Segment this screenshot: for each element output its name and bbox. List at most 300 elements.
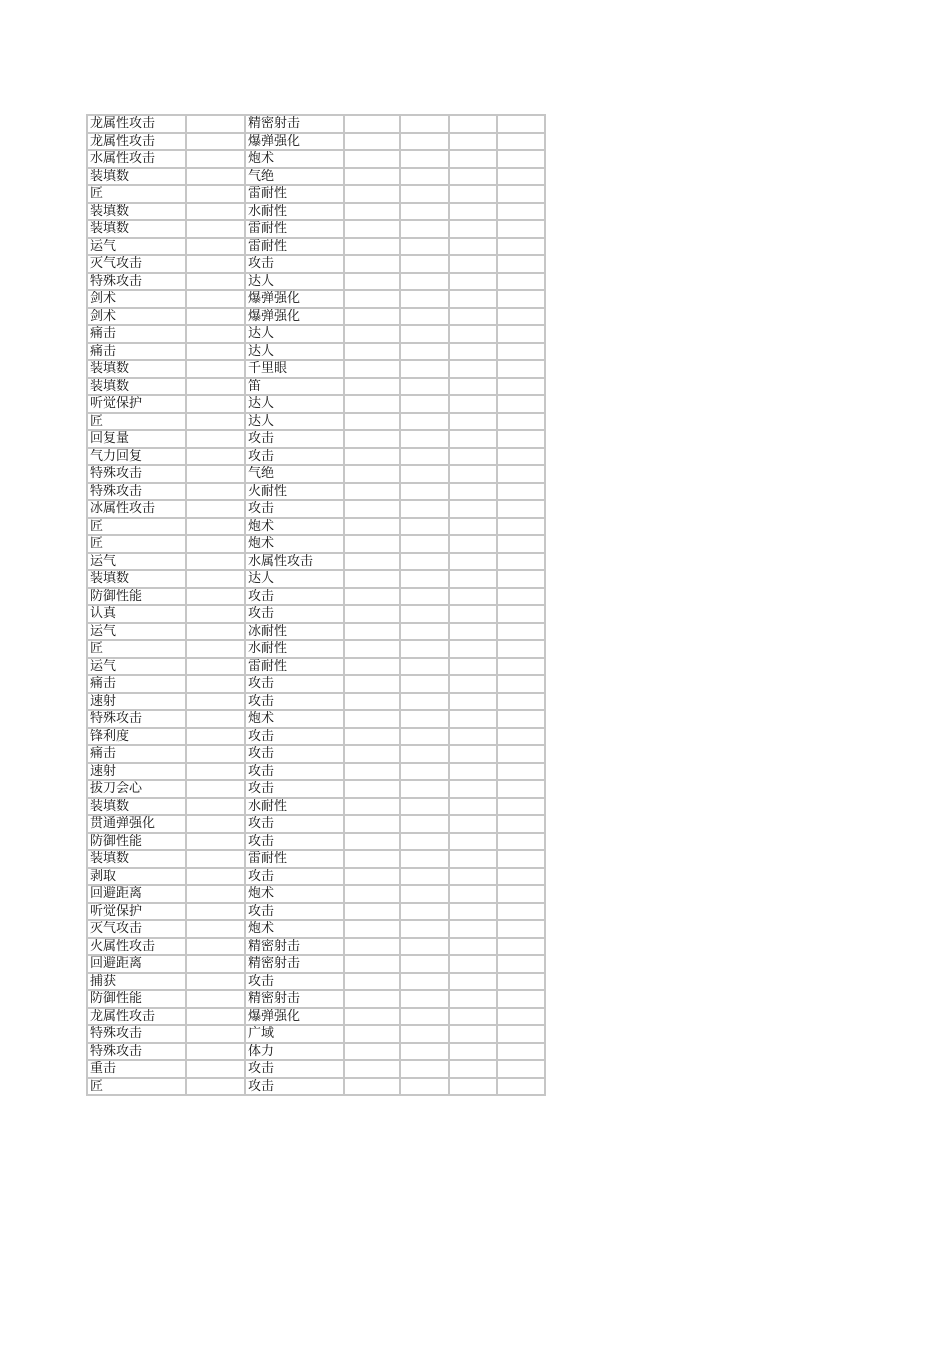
- empty-cell[interactable]: [400, 465, 449, 483]
- empty-cell[interactable]: [497, 1043, 545, 1061]
- cell-skill-b[interactable]: 笛: [245, 378, 344, 396]
- empty-cell[interactable]: [344, 483, 400, 501]
- empty-cell[interactable]: [497, 360, 545, 378]
- cell-skill-a[interactable]: 气力回复: [87, 448, 186, 466]
- empty-cell[interactable]: [186, 1043, 245, 1061]
- empty-cell[interactable]: [344, 640, 400, 658]
- empty-cell[interactable]: [400, 553, 449, 571]
- empty-cell[interactable]: [497, 535, 545, 553]
- empty-cell[interactable]: [344, 325, 400, 343]
- empty-cell[interactable]: [449, 413, 497, 431]
- empty-cell[interactable]: [497, 465, 545, 483]
- cell-skill-b[interactable]: 雷耐性: [245, 850, 344, 868]
- empty-cell[interactable]: [186, 273, 245, 291]
- empty-cell[interactable]: [186, 150, 245, 168]
- empty-cell[interactable]: [186, 1025, 245, 1043]
- empty-cell[interactable]: [400, 955, 449, 973]
- empty-cell[interactable]: [497, 955, 545, 973]
- cell-skill-b[interactable]: 达人: [245, 413, 344, 431]
- empty-cell[interactable]: [186, 465, 245, 483]
- empty-cell[interactable]: [186, 763, 245, 781]
- empty-cell[interactable]: [344, 133, 400, 151]
- empty-cell[interactable]: [186, 798, 245, 816]
- empty-cell[interactable]: [497, 920, 545, 938]
- empty-cell[interactable]: [449, 570, 497, 588]
- empty-cell[interactable]: [344, 973, 400, 991]
- empty-cell[interactable]: [497, 868, 545, 886]
- empty-cell[interactable]: [400, 763, 449, 781]
- empty-cell[interactable]: [497, 938, 545, 956]
- empty-cell[interactable]: [186, 815, 245, 833]
- empty-cell[interactable]: [186, 535, 245, 553]
- empty-cell[interactable]: [400, 203, 449, 221]
- empty-cell[interactable]: [344, 728, 400, 746]
- cell-skill-a[interactable]: 运气: [87, 658, 186, 676]
- empty-cell[interactable]: [400, 1043, 449, 1061]
- empty-cell[interactable]: [449, 168, 497, 186]
- empty-cell[interactable]: [400, 798, 449, 816]
- empty-cell[interactable]: [449, 308, 497, 326]
- empty-cell[interactable]: [497, 220, 545, 238]
- cell-skill-b[interactable]: 攻击: [245, 1060, 344, 1078]
- empty-cell[interactable]: [400, 850, 449, 868]
- empty-cell[interactable]: [400, 500, 449, 518]
- cell-skill-a[interactable]: 贯通弹强化: [87, 815, 186, 833]
- empty-cell[interactable]: [400, 360, 449, 378]
- empty-cell[interactable]: [497, 133, 545, 151]
- cell-skill-a[interactable]: 锋利度: [87, 728, 186, 746]
- cell-skill-b[interactable]: 攻击: [245, 675, 344, 693]
- empty-cell[interactable]: [497, 973, 545, 991]
- empty-cell[interactable]: [400, 833, 449, 851]
- cell-skill-b[interactable]: 攻击: [245, 1078, 344, 1096]
- empty-cell[interactable]: [344, 535, 400, 553]
- empty-cell[interactable]: [497, 640, 545, 658]
- cell-skill-b[interactable]: 攻击: [245, 448, 344, 466]
- cell-skill-b[interactable]: 雷耐性: [245, 658, 344, 676]
- empty-cell[interactable]: [449, 658, 497, 676]
- empty-cell[interactable]: [449, 1043, 497, 1061]
- empty-cell[interactable]: [400, 290, 449, 308]
- cell-skill-b[interactable]: 达人: [245, 570, 344, 588]
- cell-skill-a[interactable]: 运气: [87, 238, 186, 256]
- empty-cell[interactable]: [344, 413, 400, 431]
- empty-cell[interactable]: [449, 255, 497, 273]
- empty-cell[interactable]: [186, 378, 245, 396]
- empty-cell[interactable]: [400, 168, 449, 186]
- cell-skill-b[interactable]: 火耐性: [245, 483, 344, 501]
- empty-cell[interactable]: [497, 203, 545, 221]
- cell-skill-b[interactable]: 精密射击: [245, 115, 344, 133]
- cell-skill-a[interactable]: 重击: [87, 1060, 186, 1078]
- empty-cell[interactable]: [344, 745, 400, 763]
- empty-cell[interactable]: [497, 763, 545, 781]
- cell-skill-b[interactable]: 气绝: [245, 465, 344, 483]
- cell-skill-b[interactable]: 冰耐性: [245, 623, 344, 641]
- cell-skill-a[interactable]: 龙属性攻击: [87, 115, 186, 133]
- empty-cell[interactable]: [344, 255, 400, 273]
- empty-cell[interactable]: [344, 168, 400, 186]
- empty-cell[interactable]: [449, 553, 497, 571]
- empty-cell[interactable]: [344, 623, 400, 641]
- empty-cell[interactable]: [400, 903, 449, 921]
- cell-skill-a[interactable]: 火属性攻击: [87, 938, 186, 956]
- cell-skill-b[interactable]: 爆弹强化: [245, 290, 344, 308]
- empty-cell[interactable]: [344, 518, 400, 536]
- empty-cell[interactable]: [344, 553, 400, 571]
- cell-skill-b[interactable]: 炮术: [245, 150, 344, 168]
- empty-cell[interactable]: [449, 623, 497, 641]
- empty-cell[interactable]: [497, 430, 545, 448]
- empty-cell[interactable]: [186, 185, 245, 203]
- empty-cell[interactable]: [344, 763, 400, 781]
- empty-cell[interactable]: [497, 1078, 545, 1096]
- empty-cell[interactable]: [400, 815, 449, 833]
- empty-cell[interactable]: [449, 290, 497, 308]
- empty-cell[interactable]: [497, 448, 545, 466]
- cell-skill-b[interactable]: 雷耐性: [245, 238, 344, 256]
- cell-skill-a[interactable]: 防御性能: [87, 588, 186, 606]
- empty-cell[interactable]: [497, 273, 545, 291]
- empty-cell[interactable]: [344, 360, 400, 378]
- cell-skill-a[interactable]: 灭气攻击: [87, 255, 186, 273]
- empty-cell[interactable]: [400, 518, 449, 536]
- cell-skill-a[interactable]: 速射: [87, 763, 186, 781]
- empty-cell[interactable]: [449, 325, 497, 343]
- empty-cell[interactable]: [449, 185, 497, 203]
- empty-cell[interactable]: [400, 413, 449, 431]
- empty-cell[interactable]: [449, 220, 497, 238]
- cell-skill-b[interactable]: 爆弹强化: [245, 1008, 344, 1026]
- empty-cell[interactable]: [449, 693, 497, 711]
- empty-cell[interactable]: [186, 168, 245, 186]
- empty-cell[interactable]: [449, 360, 497, 378]
- empty-cell[interactable]: [400, 115, 449, 133]
- cell-skill-a[interactable]: 剑术: [87, 308, 186, 326]
- empty-cell[interactable]: [186, 133, 245, 151]
- empty-cell[interactable]: [400, 868, 449, 886]
- empty-cell[interactable]: [449, 273, 497, 291]
- cell-skill-b[interactable]: 攻击: [245, 693, 344, 711]
- empty-cell[interactable]: [449, 1060, 497, 1078]
- empty-cell[interactable]: [344, 343, 400, 361]
- empty-cell[interactable]: [344, 710, 400, 728]
- empty-cell[interactable]: [449, 535, 497, 553]
- empty-cell[interactable]: [449, 955, 497, 973]
- empty-cell[interactable]: [344, 1008, 400, 1026]
- empty-cell[interactable]: [186, 885, 245, 903]
- empty-cell[interactable]: [344, 920, 400, 938]
- empty-cell[interactable]: [344, 290, 400, 308]
- empty-cell[interactable]: [186, 238, 245, 256]
- empty-cell[interactable]: [344, 570, 400, 588]
- cell-skill-b[interactable]: 精密射击: [245, 955, 344, 973]
- empty-cell[interactable]: [400, 588, 449, 606]
- empty-cell[interactable]: [186, 780, 245, 798]
- cell-skill-a[interactable]: 特殊攻击: [87, 1025, 186, 1043]
- empty-cell[interactable]: [449, 903, 497, 921]
- empty-cell[interactable]: [449, 815, 497, 833]
- empty-cell[interactable]: [400, 133, 449, 151]
- cell-skill-a[interactable]: 听觉保护: [87, 395, 186, 413]
- empty-cell[interactable]: [449, 990, 497, 1008]
- empty-cell[interactable]: [344, 798, 400, 816]
- empty-cell[interactable]: [400, 150, 449, 168]
- empty-cell[interactable]: [344, 465, 400, 483]
- empty-cell[interactable]: [449, 378, 497, 396]
- empty-cell[interactable]: [186, 903, 245, 921]
- cell-skill-a[interactable]: 运气: [87, 623, 186, 641]
- empty-cell[interactable]: [344, 238, 400, 256]
- empty-cell[interactable]: [497, 395, 545, 413]
- empty-cell[interactable]: [186, 658, 245, 676]
- empty-cell[interactable]: [449, 1078, 497, 1096]
- empty-cell[interactable]: [344, 675, 400, 693]
- empty-cell[interactable]: [497, 115, 545, 133]
- empty-cell[interactable]: [497, 780, 545, 798]
- empty-cell[interactable]: [497, 553, 545, 571]
- empty-cell[interactable]: [497, 518, 545, 536]
- empty-cell[interactable]: [449, 745, 497, 763]
- cell-skill-a[interactable]: 装填数: [87, 570, 186, 588]
- empty-cell[interactable]: [344, 115, 400, 133]
- cell-skill-b[interactable]: 炮术: [245, 535, 344, 553]
- empty-cell[interactable]: [186, 1008, 245, 1026]
- empty-cell[interactable]: [449, 465, 497, 483]
- empty-cell[interactable]: [186, 588, 245, 606]
- empty-cell[interactable]: [497, 1008, 545, 1026]
- empty-cell[interactable]: [186, 605, 245, 623]
- empty-cell[interactable]: [186, 728, 245, 746]
- empty-cell[interactable]: [400, 658, 449, 676]
- empty-cell[interactable]: [186, 745, 245, 763]
- cell-skill-a[interactable]: 捕获: [87, 973, 186, 991]
- empty-cell[interactable]: [400, 920, 449, 938]
- empty-cell[interactable]: [449, 1008, 497, 1026]
- empty-cell[interactable]: [186, 675, 245, 693]
- cell-skill-a[interactable]: 防御性能: [87, 990, 186, 1008]
- cell-skill-a[interactable]: 装填数: [87, 203, 186, 221]
- empty-cell[interactable]: [186, 220, 245, 238]
- cell-skill-b[interactable]: 攻击: [245, 745, 344, 763]
- empty-cell[interactable]: [344, 1043, 400, 1061]
- empty-cell[interactable]: [344, 1060, 400, 1078]
- cell-skill-a[interactable]: 匠: [87, 518, 186, 536]
- empty-cell[interactable]: [344, 780, 400, 798]
- cell-skill-a[interactable]: 灭气攻击: [87, 920, 186, 938]
- empty-cell[interactable]: [449, 885, 497, 903]
- empty-cell[interactable]: [186, 868, 245, 886]
- empty-cell[interactable]: [497, 885, 545, 903]
- empty-cell[interactable]: [344, 938, 400, 956]
- empty-cell[interactable]: [400, 675, 449, 693]
- empty-cell[interactable]: [400, 1008, 449, 1026]
- cell-skill-b[interactable]: 广域: [245, 1025, 344, 1043]
- cell-skill-b[interactable]: 水耐性: [245, 798, 344, 816]
- empty-cell[interactable]: [400, 395, 449, 413]
- cell-skill-b[interactable]: 攻击: [245, 903, 344, 921]
- cell-skill-b[interactable]: 雷耐性: [245, 185, 344, 203]
- cell-skill-a[interactable]: 速射: [87, 693, 186, 711]
- cell-skill-a[interactable]: 匠: [87, 185, 186, 203]
- empty-cell[interactable]: [449, 710, 497, 728]
- empty-cell[interactable]: [344, 903, 400, 921]
- empty-cell[interactable]: [400, 990, 449, 1008]
- empty-cell[interactable]: [186, 360, 245, 378]
- empty-cell[interactable]: [400, 780, 449, 798]
- empty-cell[interactable]: [449, 343, 497, 361]
- cell-skill-a[interactable]: 装填数: [87, 378, 186, 396]
- empty-cell[interactable]: [344, 815, 400, 833]
- empty-cell[interactable]: [497, 693, 545, 711]
- cell-skill-b[interactable]: 精密射击: [245, 938, 344, 956]
- cell-skill-a[interactable]: 匠: [87, 1078, 186, 1096]
- cell-skill-a[interactable]: 特殊攻击: [87, 465, 186, 483]
- empty-cell[interactable]: [449, 833, 497, 851]
- cell-skill-a[interactable]: 龙属性攻击: [87, 133, 186, 151]
- empty-cell[interactable]: [497, 308, 545, 326]
- cell-skill-a[interactable]: 认真: [87, 605, 186, 623]
- empty-cell[interactable]: [400, 623, 449, 641]
- empty-cell[interactable]: [186, 203, 245, 221]
- cell-skill-b[interactable]: 炮术: [245, 710, 344, 728]
- empty-cell[interactable]: [497, 745, 545, 763]
- empty-cell[interactable]: [186, 920, 245, 938]
- cell-skill-a[interactable]: 痛击: [87, 343, 186, 361]
- empty-cell[interactable]: [449, 605, 497, 623]
- cell-skill-b[interactable]: 攻击: [245, 588, 344, 606]
- empty-cell[interactable]: [344, 150, 400, 168]
- empty-cell[interactable]: [497, 623, 545, 641]
- empty-cell[interactable]: [449, 238, 497, 256]
- cell-skill-a[interactable]: 回复量: [87, 430, 186, 448]
- cell-skill-b[interactable]: 炮术: [245, 518, 344, 536]
- empty-cell[interactable]: [186, 1060, 245, 1078]
- empty-cell[interactable]: [344, 448, 400, 466]
- cell-skill-a[interactable]: 冰属性攻击: [87, 500, 186, 518]
- empty-cell[interactable]: [186, 255, 245, 273]
- empty-cell[interactable]: [497, 255, 545, 273]
- empty-cell[interactable]: [400, 1078, 449, 1096]
- cell-skill-b[interactable]: 攻击: [245, 833, 344, 851]
- cell-skill-a[interactable]: 装填数: [87, 798, 186, 816]
- cell-skill-b[interactable]: 攻击: [245, 815, 344, 833]
- cell-skill-b[interactable]: 气绝: [245, 168, 344, 186]
- empty-cell[interactable]: [400, 938, 449, 956]
- empty-cell[interactable]: [344, 185, 400, 203]
- empty-cell[interactable]: [400, 483, 449, 501]
- cell-skill-b[interactable]: 攻击: [245, 430, 344, 448]
- empty-cell[interactable]: [186, 850, 245, 868]
- empty-cell[interactable]: [344, 605, 400, 623]
- empty-cell[interactable]: [497, 290, 545, 308]
- empty-cell[interactable]: [186, 518, 245, 536]
- cell-skill-b[interactable]: 水耐性: [245, 640, 344, 658]
- empty-cell[interactable]: [497, 185, 545, 203]
- empty-cell[interactable]: [344, 990, 400, 1008]
- cell-skill-a[interactable]: 匠: [87, 535, 186, 553]
- empty-cell[interactable]: [400, 448, 449, 466]
- empty-cell[interactable]: [497, 168, 545, 186]
- empty-cell[interactable]: [400, 255, 449, 273]
- empty-cell[interactable]: [344, 850, 400, 868]
- cell-skill-a[interactable]: 龙属性攻击: [87, 1008, 186, 1026]
- empty-cell[interactable]: [449, 500, 497, 518]
- empty-cell[interactable]: [449, 868, 497, 886]
- empty-cell[interactable]: [400, 605, 449, 623]
- empty-cell[interactable]: [344, 885, 400, 903]
- cell-skill-a[interactable]: 痛击: [87, 745, 186, 763]
- cell-skill-b[interactable]: 炮术: [245, 885, 344, 903]
- cell-skill-a[interactable]: 回避距离: [87, 885, 186, 903]
- empty-cell[interactable]: [449, 938, 497, 956]
- empty-cell[interactable]: [400, 640, 449, 658]
- empty-cell[interactable]: [449, 448, 497, 466]
- empty-cell[interactable]: [344, 220, 400, 238]
- empty-cell[interactable]: [400, 885, 449, 903]
- empty-cell[interactable]: [344, 833, 400, 851]
- empty-cell[interactable]: [186, 325, 245, 343]
- empty-cell[interactable]: [400, 343, 449, 361]
- empty-cell[interactable]: [344, 395, 400, 413]
- empty-cell[interactable]: [449, 798, 497, 816]
- cell-skill-b[interactable]: 达人: [245, 273, 344, 291]
- cell-skill-a[interactable]: 防御性能: [87, 833, 186, 851]
- empty-cell[interactable]: [497, 1025, 545, 1043]
- cell-skill-a[interactable]: 装填数: [87, 360, 186, 378]
- empty-cell[interactable]: [400, 238, 449, 256]
- empty-cell[interactable]: [449, 395, 497, 413]
- empty-cell[interactable]: [449, 133, 497, 151]
- cell-skill-b[interactable]: 体力: [245, 1043, 344, 1061]
- empty-cell[interactable]: [449, 150, 497, 168]
- empty-cell[interactable]: [400, 273, 449, 291]
- empty-cell[interactable]: [449, 1025, 497, 1043]
- cell-skill-b[interactable]: 爆弹强化: [245, 308, 344, 326]
- empty-cell[interactable]: [497, 605, 545, 623]
- cell-skill-a[interactable]: 特殊攻击: [87, 483, 186, 501]
- cell-skill-b[interactable]: 攻击: [245, 973, 344, 991]
- empty-cell[interactable]: [186, 693, 245, 711]
- empty-cell[interactable]: [497, 483, 545, 501]
- empty-cell[interactable]: [497, 833, 545, 851]
- empty-cell[interactable]: [186, 833, 245, 851]
- empty-cell[interactable]: [186, 115, 245, 133]
- cell-skill-a[interactable]: 特殊攻击: [87, 710, 186, 728]
- cell-skill-b[interactable]: 攻击: [245, 500, 344, 518]
- empty-cell[interactable]: [344, 1078, 400, 1096]
- empty-cell[interactable]: [449, 483, 497, 501]
- empty-cell[interactable]: [400, 1060, 449, 1078]
- cell-skill-a[interactable]: 水属性攻击: [87, 150, 186, 168]
- cell-skill-a[interactable]: 特殊攻击: [87, 273, 186, 291]
- cell-skill-b[interactable]: 炮术: [245, 920, 344, 938]
- empty-cell[interactable]: [186, 500, 245, 518]
- empty-cell[interactable]: [344, 955, 400, 973]
- empty-cell[interactable]: [449, 640, 497, 658]
- empty-cell[interactable]: [186, 553, 245, 571]
- empty-cell[interactable]: [497, 815, 545, 833]
- empty-cell[interactable]: [497, 500, 545, 518]
- cell-skill-a[interactable]: 剥取: [87, 868, 186, 886]
- empty-cell[interactable]: [400, 430, 449, 448]
- empty-cell[interactable]: [400, 378, 449, 396]
- empty-cell[interactable]: [186, 448, 245, 466]
- empty-cell[interactable]: [400, 325, 449, 343]
- empty-cell[interactable]: [497, 903, 545, 921]
- empty-cell[interactable]: [186, 973, 245, 991]
- empty-cell[interactable]: [497, 798, 545, 816]
